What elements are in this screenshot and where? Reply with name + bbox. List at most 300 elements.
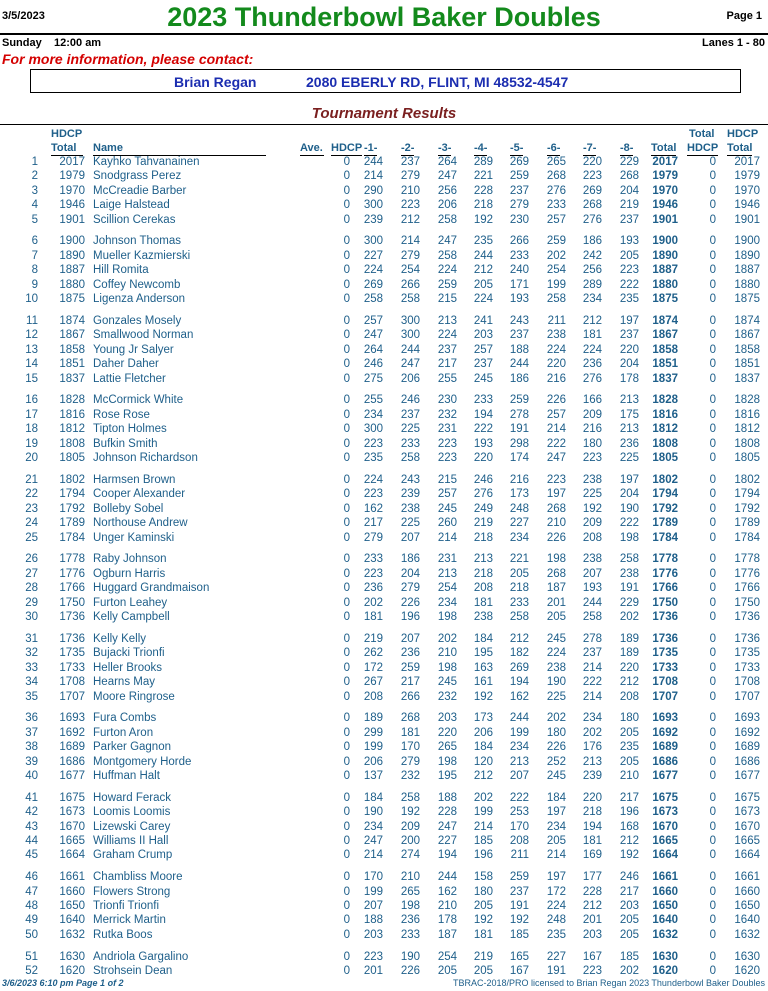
cell-game-6: 238	[546, 329, 566, 342]
cell-hdcp-total: 2017	[59, 156, 85, 168]
cell-final-total: 1851	[734, 358, 760, 371]
cell-total: 1851	[652, 358, 678, 371]
cell-game-3: 264	[437, 156, 457, 168]
cell-game-4: 235	[473, 235, 493, 248]
cell-game-3: 198	[437, 661, 457, 674]
cell-rank: 33	[25, 661, 38, 674]
cell-bowler-name: Unger Kaminski	[93, 531, 175, 544]
cell-game-5: 237	[509, 184, 529, 197]
cell-game-1: 247	[363, 329, 383, 342]
cell-hdcp-total: 1664	[59, 849, 85, 862]
cell-total: 1673	[652, 806, 678, 819]
cell-game-3: 223	[437, 437, 457, 450]
cell-final-total: 1858	[734, 343, 760, 356]
cell-total: 1689	[652, 741, 678, 754]
cell-game-8: 202	[619, 611, 639, 624]
cell-game-1: 223	[363, 567, 383, 580]
cell-game-5: 244	[509, 358, 529, 371]
cell-total: 1874	[652, 314, 678, 327]
cell-game-4: 205	[473, 899, 493, 912]
report-title: 2023 Thunderbowl Baker Doubles	[167, 2, 601, 32]
cell-final-total: 1901	[734, 213, 760, 226]
table-row	[0, 394, 768, 408]
cell-game-8: 220	[619, 661, 639, 674]
cell-game-7: 180	[582, 437, 602, 450]
cell-game-1: 203	[363, 928, 383, 941]
cell-hdcp: 0	[343, 964, 350, 977]
cell-total-hdcp: 0	[709, 849, 716, 862]
cell-bowler-name: Moore Ringrose	[93, 690, 175, 703]
cell-rank: 24	[25, 517, 38, 530]
table-row	[0, 170, 768, 184]
cell-game-1: 201	[363, 964, 383, 977]
cell-game-1: 181	[363, 611, 383, 624]
table-row	[0, 871, 768, 885]
cell-bowler-name: Daher Daher	[93, 358, 159, 371]
cell-total: 1979	[652, 170, 678, 183]
cell-hdcp: 0	[343, 661, 350, 674]
cell-hdcp-total: 1733	[59, 661, 85, 674]
cell-game-5: 193	[509, 293, 529, 306]
table-row	[0, 647, 768, 661]
cell-game-5: 279	[509, 199, 529, 212]
cell-game-3: 195	[437, 769, 457, 782]
cell-total: 1784	[652, 531, 678, 544]
cell-game-7: 244	[582, 596, 602, 609]
table-row	[0, 929, 768, 943]
cell-rank: 39	[25, 755, 38, 768]
cell-game-4: 237	[473, 358, 493, 371]
cell-hdcp-total: 1900	[59, 235, 85, 248]
cell-game-6: 224	[546, 899, 566, 912]
cell-total-hdcp: 0	[709, 582, 716, 595]
cell-final-total: 1693	[734, 712, 760, 725]
cell-game-4: 219	[473, 950, 493, 963]
cell-bowler-name: Rutka Boos	[93, 928, 153, 941]
cell-game-1: 239	[363, 213, 383, 226]
table-row	[0, 886, 768, 900]
cell-game-2: 237	[400, 156, 420, 168]
cell-game-6: 234	[546, 820, 566, 833]
cell-bowler-name: Loomis Loomis	[93, 806, 171, 819]
cell-hdcp: 0	[343, 408, 350, 421]
table-row	[0, 279, 768, 293]
cell-game-6: 202	[546, 712, 566, 725]
cell-game-7: 276	[582, 213, 602, 226]
cell-game-5: 167	[509, 964, 529, 977]
cell-game-3: 205	[437, 964, 457, 977]
cell-game-8: 198	[619, 531, 639, 544]
table-row	[0, 676, 768, 690]
cell-game-1: 269	[363, 278, 383, 291]
cell-final-total: 1946	[734, 199, 760, 212]
table-row	[0, 293, 768, 307]
cell-hdcp-total: 1970	[59, 184, 85, 197]
cell-game-5: 162	[509, 690, 529, 703]
cell-game-8: 196	[619, 806, 639, 819]
cell-game-7: 242	[582, 249, 602, 262]
col-game-8: -8-	[620, 142, 634, 154]
cell-game-3: 247	[437, 170, 457, 183]
cell-game-2: 247	[400, 358, 420, 371]
cell-game-3: 255	[437, 372, 457, 385]
cell-hdcp: 0	[343, 712, 350, 725]
cell-rank: 4	[31, 199, 38, 212]
cell-game-6: 201	[546, 596, 566, 609]
cell-game-2: 214	[400, 235, 420, 248]
cell-hdcp: 0	[343, 156, 350, 168]
cell-hdcp-total: 1632	[59, 928, 85, 941]
cell-game-6: 216	[546, 372, 566, 385]
cell-bowler-name: Scillion Cerekas	[93, 213, 176, 226]
cell-game-7: 186	[582, 235, 602, 248]
cell-game-2: 192	[400, 806, 420, 819]
cell-game-4: 214	[473, 820, 493, 833]
cell-game-2: 210	[400, 184, 420, 197]
cell-hdcp: 0	[343, 184, 350, 197]
cell-bowler-name: Chambliss Moore	[93, 871, 183, 884]
cell-rank: 12	[25, 329, 38, 342]
cell-game-3: 215	[437, 473, 457, 486]
col-hdcp: HDCP	[331, 142, 363, 154]
table-row	[0, 792, 768, 806]
cell-game-2: 233	[400, 437, 420, 450]
cell-game-2: 243	[400, 473, 420, 486]
cell-game-7: 238	[582, 473, 602, 486]
cell-hdcp: 0	[343, 582, 350, 595]
cell-final-total: 1670	[734, 820, 760, 833]
cell-hdcp: 0	[343, 769, 350, 782]
cell-total-hdcp: 0	[709, 885, 716, 898]
cell-game-5: 205	[509, 567, 529, 580]
cell-total-hdcp: 0	[709, 611, 716, 624]
cell-game-5: 259	[509, 394, 529, 407]
table-row	[0, 315, 768, 329]
cell-hdcp-total: 1901	[59, 213, 85, 226]
cell-hdcp: 0	[343, 849, 350, 862]
cell-game-5: 185	[509, 928, 529, 941]
cell-total-hdcp: 0	[709, 394, 716, 407]
cell-game-3: 257	[437, 488, 457, 501]
table-row	[0, 329, 768, 343]
cell-rank: 5	[31, 213, 38, 226]
cell-bowler-name: Northouse Andrew	[93, 517, 188, 530]
cell-game-5: 227	[509, 517, 529, 530]
cell-game-2: 279	[400, 249, 420, 262]
cell-game-7: 256	[582, 264, 602, 277]
cell-final-total: 1874	[734, 314, 760, 327]
cell-rank: 6	[31, 235, 38, 248]
cell-hdcp: 0	[343, 293, 350, 306]
table-row	[0, 849, 768, 863]
cell-game-1: 170	[363, 871, 383, 884]
cell-game-1: 184	[363, 791, 383, 804]
cell-game-5: 191	[509, 423, 529, 436]
cell-game-2: 237	[400, 408, 420, 421]
cell-game-8: 208	[619, 690, 639, 703]
cell-bowler-name: Tipton Holmes	[93, 423, 167, 436]
cell-game-4: 212	[473, 264, 493, 277]
cell-rank: 31	[25, 632, 38, 645]
cell-bowler-name: Huffman Halt	[93, 769, 160, 782]
cell-game-3: 224	[437, 264, 457, 277]
cell-game-5: 237	[509, 329, 529, 342]
cell-game-6: 276	[546, 184, 566, 197]
cell-game-1: 234	[363, 408, 383, 421]
cell-final-total: 1900	[734, 235, 760, 248]
cell-rank: 38	[25, 741, 38, 754]
cell-game-7: 169	[582, 849, 602, 862]
cell-rank: 1	[31, 156, 38, 168]
cell-total-hdcp: 0	[709, 437, 716, 450]
cell-game-4: 245	[473, 372, 493, 385]
cell-game-1: 137	[363, 769, 383, 782]
cell-total-hdcp: 0	[709, 806, 716, 819]
cell-total-hdcp: 0	[709, 553, 716, 566]
cell-rank: 48	[25, 899, 38, 912]
cell-game-1: 199	[363, 741, 383, 754]
cell-game-4: 206	[473, 726, 493, 739]
cell-total-hdcp: 0	[709, 278, 716, 291]
cell-bowler-name: Bolleby Sobel	[93, 502, 164, 515]
cell-game-8: 238	[619, 567, 639, 580]
cell-game-8: 236	[619, 437, 639, 450]
cell-game-6: 268	[546, 502, 566, 515]
cell-game-8: 217	[619, 885, 639, 898]
cell-game-3: 206	[437, 199, 457, 212]
cell-game-3: 178	[437, 914, 457, 927]
cell-game-2: 207	[400, 531, 420, 544]
cell-game-7: 209	[582, 517, 602, 530]
cell-total-hdcp: 0	[709, 596, 716, 609]
cell-game-2: 266	[400, 690, 420, 703]
cell-game-1: 233	[363, 553, 383, 566]
cell-total: 1816	[652, 408, 678, 421]
table-row	[0, 199, 768, 213]
cell-hdcp: 0	[343, 249, 350, 262]
cell-bowler-name: McCormick White	[93, 394, 184, 407]
cell-total-hdcp: 0	[709, 213, 716, 226]
cell-game-7: 194	[582, 820, 602, 833]
cell-game-7: 238	[582, 553, 602, 566]
cell-rank: 50	[25, 928, 38, 941]
cell-game-7: 203	[582, 928, 602, 941]
cell-game-5: 194	[509, 676, 529, 689]
table-row	[0, 900, 768, 914]
cell-game-1: 189	[363, 712, 383, 725]
cell-game-6: 205	[546, 834, 566, 847]
cell-total-hdcp: 0	[709, 235, 716, 248]
cell-bowler-name: Laige Halstead	[93, 199, 170, 212]
cell-game-3: 237	[437, 343, 457, 356]
cell-hdcp: 0	[343, 213, 350, 226]
cell-game-1: 275	[363, 372, 383, 385]
cell-hdcp-total: 1784	[59, 531, 85, 544]
cell-hdcp: 0	[343, 488, 350, 501]
cell-game-1: 224	[363, 473, 383, 486]
table-row	[0, 662, 768, 676]
cell-total: 1867	[652, 329, 678, 342]
cell-game-3: 256	[437, 184, 457, 197]
cell-game-5: 244	[509, 712, 529, 725]
cell-final-total: 1750	[734, 596, 760, 609]
cell-rank: 42	[25, 806, 38, 819]
cell-game-1: 234	[363, 820, 383, 833]
cell-game-5: 211	[510, 849, 529, 862]
cell-game-7: 212	[582, 899, 602, 912]
cell-hdcp: 0	[343, 517, 350, 530]
cell-game-8: 189	[619, 647, 639, 660]
cell-game-8: 225	[619, 452, 639, 465]
col-game-6: -6-	[547, 142, 561, 154]
cell-game-1: 279	[363, 531, 383, 544]
cell-hdcp: 0	[343, 394, 350, 407]
cell-final-total: 1792	[734, 502, 760, 515]
cell-game-1: 267	[363, 676, 383, 689]
cell-game-6: 224	[546, 343, 566, 356]
cell-hdcp: 0	[343, 885, 350, 898]
cell-game-4: 246	[473, 473, 493, 486]
cell-game-5: 240	[509, 264, 529, 277]
cell-game-7: 220	[582, 156, 602, 168]
cell-final-total: 1802	[734, 473, 760, 486]
cell-game-5: 248	[509, 502, 529, 515]
table-row	[0, 835, 768, 849]
cell-game-4: 185	[473, 834, 493, 847]
cell-hdcp: 0	[343, 820, 350, 833]
cell-game-5: 269	[509, 661, 529, 674]
cell-game-5: 216	[509, 473, 529, 486]
cell-game-3: 202	[437, 632, 457, 645]
table-row	[0, 214, 768, 228]
table-row	[0, 264, 768, 278]
cell-final-total: 1630	[734, 950, 760, 963]
cell-hdcp-total: 1979	[59, 170, 85, 183]
cell-game-1: 207	[363, 899, 383, 912]
cell-game-2: 200	[400, 834, 420, 847]
cell-total: 1946	[652, 199, 678, 212]
cell-hdcp: 0	[343, 950, 350, 963]
cell-final-total: 1664	[734, 849, 760, 862]
cell-game-3: 162	[437, 885, 457, 898]
cell-game-3: 227	[437, 834, 457, 847]
cell-game-5: 233	[509, 596, 529, 609]
cell-game-6: 198	[546, 553, 566, 566]
cell-bowler-name: Young Jr Salyer	[93, 343, 174, 356]
cell-game-8: 180	[619, 712, 639, 725]
cell-bowler-name: Graham Crump	[93, 849, 173, 862]
cell-game-3: 228	[437, 806, 457, 819]
cell-game-4: 203	[473, 329, 493, 342]
cell-final-total: 1661	[734, 871, 760, 884]
col-game-7: -7-	[583, 142, 597, 154]
table-row	[0, 582, 768, 596]
cell-game-2: 265	[400, 885, 420, 898]
cell-hdcp: 0	[343, 452, 350, 465]
cell-total-hdcp: 0	[709, 423, 716, 436]
cell-game-3: 187	[437, 928, 457, 941]
cell-game-8: 202	[619, 964, 639, 977]
cell-total: 1805	[652, 452, 678, 465]
cell-total-hdcp: 0	[709, 690, 716, 703]
cell-game-5: 186	[509, 372, 529, 385]
table-row	[0, 951, 768, 965]
cell-rank: 26	[25, 553, 38, 566]
col-ave: Ave.	[300, 142, 323, 154]
cell-game-2: 225	[400, 423, 420, 436]
cell-game-6: 252	[546, 755, 566, 768]
cell-game-8: 168	[619, 820, 639, 833]
cell-game-4: 180	[473, 885, 493, 898]
cell-total: 1789	[652, 517, 678, 530]
cell-game-1: 208	[363, 690, 383, 703]
cell-game-6: 180	[546, 726, 566, 739]
cell-game-6: 258	[546, 293, 566, 306]
cell-game-2: 258	[400, 452, 420, 465]
cell-game-6: 226	[546, 741, 566, 754]
cell-game-8: 175	[619, 408, 639, 421]
cell-game-5: 259	[509, 170, 529, 183]
cell-final-total: 1816	[734, 408, 760, 421]
cell-game-4: 213	[473, 553, 493, 566]
cell-game-3: 215	[437, 293, 457, 306]
cell-game-4: 218	[473, 199, 493, 212]
cell-hdcp: 0	[343, 235, 350, 248]
cell-hdcp-total: 1867	[59, 329, 85, 342]
cell-game-8: 222	[619, 278, 639, 291]
cell-bowler-name: Williams II Hall	[93, 834, 169, 847]
cell-total: 1776	[652, 567, 678, 580]
cell-rank: 40	[25, 769, 38, 782]
cell-hdcp-total: 1816	[59, 408, 85, 421]
cell-game-1: 235	[363, 452, 383, 465]
cell-hdcp-total: 1736	[59, 632, 85, 645]
cell-game-7: 237	[582, 647, 602, 660]
cell-hdcp: 0	[343, 632, 350, 645]
cell-game-5: 266	[509, 235, 529, 248]
cell-hdcp: 0	[343, 358, 350, 371]
section-divider	[0, 124, 768, 125]
cell-hdcp-total: 1750	[59, 596, 85, 609]
cell-bowler-name: Hearns May	[93, 676, 155, 689]
cell-game-6: 245	[546, 632, 566, 645]
cell-total: 1693	[652, 712, 678, 725]
cell-game-5: 173	[509, 488, 529, 501]
cell-game-3: 265	[437, 741, 457, 754]
cell-game-8: 219	[619, 199, 639, 212]
cell-total-hdcp: 0	[709, 726, 716, 739]
table-row	[0, 914, 768, 928]
cell-game-8: 212	[619, 834, 639, 847]
cell-rank: 21	[25, 473, 38, 486]
cell-hdcp: 0	[343, 647, 350, 660]
cell-rank: 36	[25, 712, 38, 725]
cell-game-7: 209	[582, 408, 602, 421]
cell-game-8: 190	[619, 502, 639, 515]
cell-game-3: 213	[437, 567, 457, 580]
cell-total-hdcp: 0	[709, 741, 716, 754]
cell-final-total: 1692	[734, 726, 760, 739]
cell-bowler-name: Kelly Kelly	[93, 632, 147, 645]
cell-final-total: 1736	[734, 632, 760, 645]
cell-final-total: 1620	[734, 964, 760, 977]
cell-rank: 7	[31, 249, 38, 262]
cell-bowler-name: Coffey Newcomb	[93, 278, 181, 291]
table-row	[0, 452, 768, 466]
cell-hdcp-total: 1778	[59, 553, 85, 566]
cell-game-2: 279	[400, 582, 420, 595]
cell-game-1: 223	[363, 950, 383, 963]
